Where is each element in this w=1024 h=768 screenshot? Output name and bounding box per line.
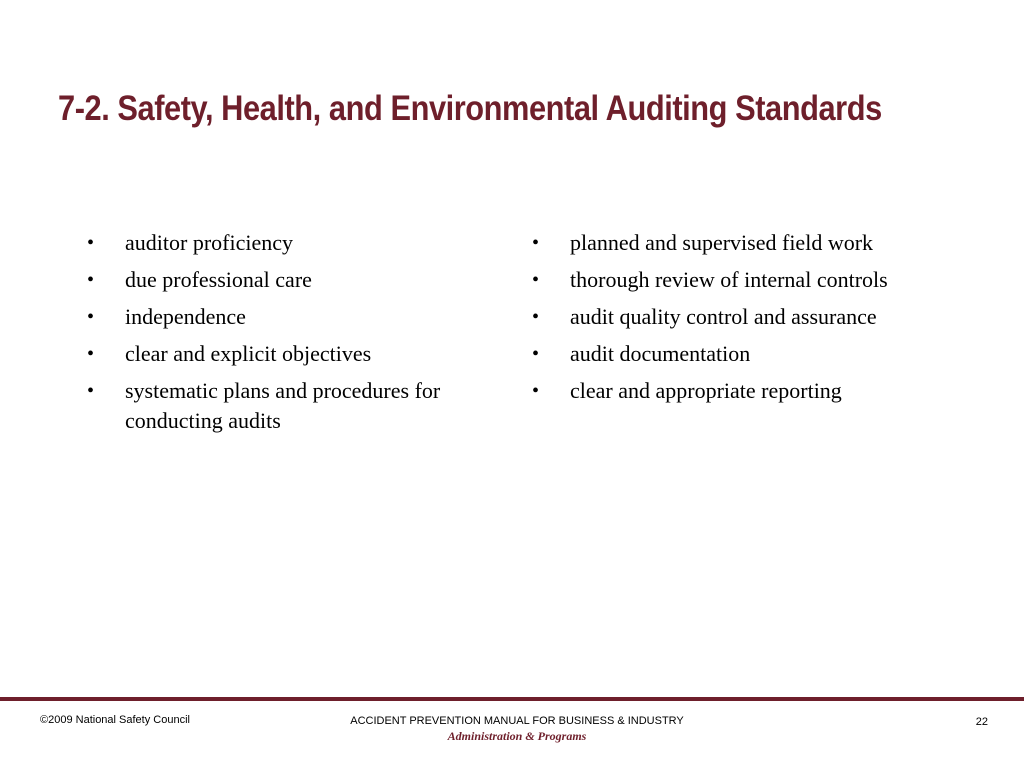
slide-title: 7-2. Safety, Health, and Environmental Auditing Standards <box>58 89 882 128</box>
bullet-text: clear and appropriate reporting <box>570 378 842 403</box>
footer-copyright: ©2009 National Safety Council <box>40 714 190 726</box>
bullet-text: due professional care <box>125 267 312 292</box>
bullet-icon: • <box>532 269 540 291</box>
bullet-item <box>87 228 447 258</box>
bullet-icon: • <box>87 380 95 402</box>
bullet-icon: • <box>532 232 540 254</box>
bullet-item <box>87 376 447 436</box>
bullet-item <box>87 265 447 295</box>
bullet-item <box>87 302 447 332</box>
bullet-text: auditor proficiency <box>125 230 293 255</box>
footer-divider <box>0 697 1024 701</box>
bullet-text: systematic plans and procedures for conducting audits <box>125 378 441 433</box>
bullet-item <box>532 302 932 332</box>
bullet-item <box>532 228 932 258</box>
page-number: 22 <box>975 716 988 728</box>
manual-name: ACCIDENT PREVENTION MANUAL FOR BUSINESS & INDUSTRY <box>350 715 684 727</box>
bullet-icon: • <box>532 306 540 328</box>
bullet-icon: • <box>87 269 95 291</box>
bullet-item <box>532 376 932 406</box>
bullet-text: clear and explicit objectives <box>125 341 372 366</box>
footer-manual-title <box>312 714 722 744</box>
bullet-text: audit documentation <box>570 341 751 366</box>
bullet-icon: • <box>532 380 540 402</box>
bullet-item <box>87 339 447 369</box>
bullet-icon: • <box>87 232 95 254</box>
right-bullet-list <box>532 228 932 413</box>
bullet-item <box>532 265 932 295</box>
left-bullet-list <box>87 228 447 443</box>
bullet-text: independence <box>125 304 246 329</box>
bullet-text: planned and supervised field work <box>570 230 874 255</box>
section-name: Administration & Programs <box>447 729 587 743</box>
bullet-text: audit quality control and assurance <box>570 304 877 329</box>
bullet-icon: • <box>532 343 540 365</box>
bullet-item <box>532 339 932 369</box>
bullet-text: thorough review of internal controls <box>570 267 888 292</box>
bullet-icon: • <box>87 343 95 365</box>
bullet-icon: • <box>87 306 95 328</box>
